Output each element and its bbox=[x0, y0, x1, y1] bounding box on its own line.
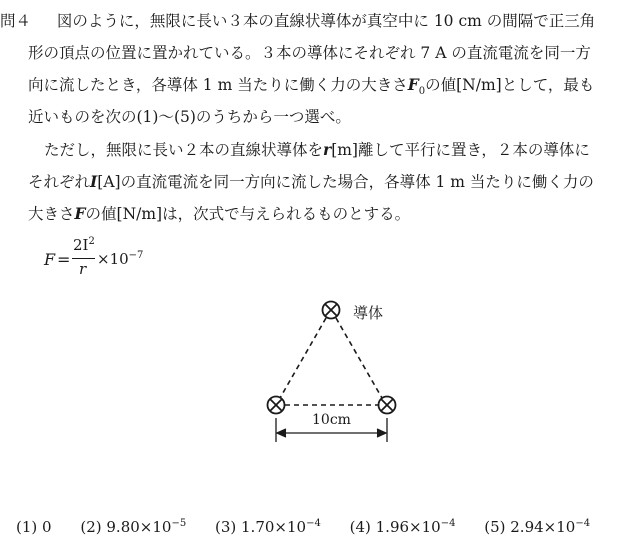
option-2-value: 9.80×10 bbox=[106, 518, 172, 536]
problem-text-3b: の値[N/m]として，最も bbox=[425, 76, 595, 94]
variable-I: I bbox=[90, 172, 98, 191]
option-2-label: (2) bbox=[80, 518, 102, 536]
option-2-exponent: −5 bbox=[171, 518, 187, 529]
formula-equals: = bbox=[57, 250, 71, 269]
problem-number: 問４ bbox=[0, 12, 32, 30]
problem-text-1: 図のように，無限に長い３本の直線状導体が真空中に 10 cm の間隔で正三角 bbox=[56, 12, 596, 30]
option-3-exponent: −4 bbox=[306, 518, 321, 529]
problem-text-3a: 向に流したとき，各導体 1 m 当たりに働く力の大きさ bbox=[28, 76, 408, 94]
variable-r: r bbox=[323, 140, 332, 159]
option-5-label: (5) bbox=[484, 518, 506, 536]
formula-multiplier-exponent: −7 bbox=[128, 250, 144, 261]
arrow-head-left-icon bbox=[277, 429, 286, 437]
problem-text-7a: 大きさ bbox=[28, 205, 75, 223]
option-1-label: (1) bbox=[16, 518, 38, 536]
formula-multiplier-text: ×10 bbox=[97, 250, 129, 268]
conductor-top-icon bbox=[323, 302, 340, 319]
option-3-value: 1.70×10 bbox=[241, 518, 307, 536]
formula-numerator-text: 2I bbox=[73, 236, 89, 254]
problem-text-2: 形の頂点の位置に置かれている。３本の導体にそれぞれ 7 A の直流電流を同一方 bbox=[28, 44, 591, 62]
option-3-label: (3) bbox=[214, 518, 237, 536]
conductor-label: 導体 bbox=[353, 304, 384, 322]
problem-text-4: 近いものを次の(1)～(5)のうちから一つ選べ。 bbox=[28, 108, 351, 126]
formula-lhs: F bbox=[44, 250, 56, 269]
variable-F0-subscript: 0 bbox=[418, 86, 426, 97]
option-4-exponent: −4 bbox=[440, 518, 456, 529]
conductor-right-icon bbox=[379, 397, 396, 414]
option-1[interactable] bbox=[16, 518, 52, 536]
problem-text-7b: の値[N/m]は，次式で与えられるものとする。 bbox=[85, 205, 411, 223]
side-left bbox=[280, 318, 326, 398]
option-5[interactable] bbox=[484, 518, 590, 536]
option-5-value: 2.94×10 bbox=[510, 518, 576, 536]
conductor-left-icon bbox=[268, 397, 285, 414]
triangle-sides bbox=[280, 318, 382, 405]
answer-options bbox=[16, 518, 614, 536]
option-5-exponent: −4 bbox=[575, 518, 591, 529]
problem-text-6a: それぞれ bbox=[28, 173, 91, 191]
option-2[interactable] bbox=[80, 518, 186, 536]
formula-denominator: r bbox=[79, 260, 87, 278]
variable-F0: F bbox=[407, 75, 419, 94]
option-1-value: 0 bbox=[42, 518, 52, 536]
arrow-head-right-icon bbox=[377, 429, 386, 437]
problem-text-6b: [A]の直流電流を同一方向に流した場合，各導体 1 m 当たりに働く力の bbox=[97, 173, 594, 191]
variable-F: F bbox=[74, 204, 86, 223]
option-4-value: 1.96×10 bbox=[375, 518, 441, 536]
option-4-label: (4) bbox=[349, 518, 371, 536]
problem-text-5b: [m]離して平行に置き，２本の導体に bbox=[331, 141, 590, 159]
side-right bbox=[336, 318, 382, 398]
distance-label: 10cm bbox=[312, 412, 351, 428]
option-3[interactable] bbox=[215, 518, 321, 536]
formula-numerator-exponent: 2 bbox=[88, 236, 95, 247]
problem-text-5a: ただし，無限に長い２本の直線状導体を bbox=[44, 141, 324, 159]
option-4[interactable] bbox=[350, 518, 456, 536]
